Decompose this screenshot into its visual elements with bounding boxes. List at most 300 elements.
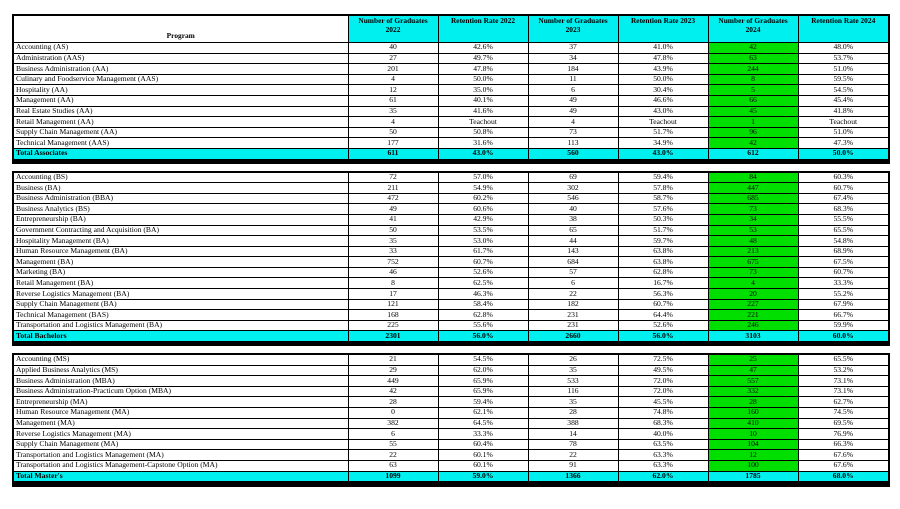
program-cell: Management (AA) [13, 95, 348, 106]
value-cell: 213 [708, 246, 798, 257]
value-cell: 113 [528, 138, 618, 149]
value-cell: 56.3% [618, 289, 708, 300]
column-header-cell [618, 15, 708, 43]
total-value-cell: 56.0% [618, 331, 708, 344]
value-cell: 49 [348, 204, 438, 215]
value-cell: 74.8% [618, 408, 708, 419]
value-cell: 63.3% [618, 450, 708, 461]
value-cell: 143 [528, 246, 618, 257]
value-cell: 17 [348, 289, 438, 300]
table-row [13, 460, 889, 471]
value-cell: 33.3% [798, 278, 889, 289]
value-cell: 685 [708, 193, 798, 204]
value-cell: 60.4% [438, 439, 528, 450]
header-line2: 2022 [385, 24, 401, 34]
value-cell: 51.0% [798, 64, 889, 75]
value-cell: 73 [708, 267, 798, 278]
value-cell: 42 [708, 43, 798, 54]
value-cell: 546 [528, 193, 618, 204]
value-cell: 557 [708, 376, 798, 387]
value-cell: 68.9% [798, 246, 889, 257]
value-cell: 55.2% [798, 289, 889, 300]
value-cell: 65.9% [438, 386, 528, 397]
value-cell: 60.7% [798, 267, 889, 278]
value-cell: 50.3% [618, 214, 708, 225]
total-value-cell: 43.0% [618, 148, 708, 161]
value-cell: 41.8% [798, 106, 889, 117]
program-cell: Transportation and Logistics Management-Capstone Option (MA) [13, 460, 348, 471]
value-cell: 66 [708, 95, 798, 106]
program-cell: Retail Management (BA) [13, 278, 348, 289]
value-cell: 752 [348, 257, 438, 268]
value-cell: 60.7% [798, 183, 889, 194]
value-cell: 50.8% [438, 127, 528, 138]
value-cell: 62.8% [618, 267, 708, 278]
value-cell: 22 [528, 289, 618, 300]
table-row [13, 127, 889, 138]
value-cell: 30.4% [618, 85, 708, 96]
value-cell: 53.5% [438, 225, 528, 236]
value-cell: 65.9% [438, 376, 528, 387]
value-cell: 382 [348, 418, 438, 429]
value-cell: 26 [528, 354, 618, 365]
value-cell: 54.5% [438, 354, 528, 365]
value-cell: 59.9% [798, 320, 889, 331]
table-row [13, 138, 889, 149]
value-cell: 5 [708, 85, 798, 96]
value-cell: 11 [528, 74, 618, 85]
value-cell: 51.0% [798, 127, 889, 138]
program-cell: Real Estate Studies (AA) [13, 106, 348, 117]
value-cell: 177 [348, 138, 438, 149]
table-row [13, 418, 889, 429]
table-row [13, 310, 889, 321]
value-cell: 22 [348, 450, 438, 461]
value-cell: 66.3% [798, 439, 889, 450]
value-cell: 4 [528, 117, 618, 128]
value-cell: 73.1% [798, 376, 889, 387]
value-cell: 65.5% [798, 225, 889, 236]
value-cell: 12 [348, 85, 438, 96]
value-cell: 64.5% [438, 418, 528, 429]
value-cell: 34.9% [618, 138, 708, 149]
value-cell: 67.9% [798, 299, 889, 310]
value-cell: 533 [528, 376, 618, 387]
column-header-cell [708, 15, 798, 43]
value-cell: 59.7% [618, 236, 708, 247]
value-cell: 55.6% [438, 320, 528, 331]
value-cell: 46.3% [438, 289, 528, 300]
value-cell: 60.7% [618, 299, 708, 310]
value-cell: 54.8% [798, 236, 889, 247]
value-cell: 121 [348, 299, 438, 310]
value-cell: 43.9% [618, 64, 708, 75]
value-cell: 35 [348, 106, 438, 117]
program-cell: Hospitality Management (BA) [13, 236, 348, 247]
value-cell: 6 [348, 429, 438, 440]
value-cell: 50 [348, 225, 438, 236]
value-cell: 50.0% [438, 74, 528, 85]
value-cell: 63.8% [618, 246, 708, 257]
value-cell: 63 [708, 53, 798, 64]
value-cell: 684 [528, 257, 618, 268]
value-cell: 41 [348, 214, 438, 225]
value-cell: 72.5% [618, 354, 708, 365]
value-cell: 231 [528, 320, 618, 331]
value-cell: 12 [708, 450, 798, 461]
total-value-cell: 60.0% [798, 331, 889, 344]
table-row [13, 450, 889, 461]
value-cell: 54.5% [798, 85, 889, 96]
value-cell: 53.7% [798, 53, 889, 64]
value-cell: 35 [348, 236, 438, 247]
value-cell: 42.6% [438, 43, 528, 54]
value-cell: 51.7% [618, 127, 708, 138]
value-cell: 58.4% [438, 299, 528, 310]
value-cell: 64.4% [618, 310, 708, 321]
value-cell: 46 [348, 267, 438, 278]
masters-table [12, 353, 890, 487]
value-cell: 45.5% [618, 397, 708, 408]
total-value-cell: 1366 [528, 471, 618, 484]
value-cell: 35 [528, 365, 618, 376]
table-row [13, 257, 889, 268]
value-cell: 63 [348, 460, 438, 471]
total-value-cell: 1785 [708, 471, 798, 484]
value-cell: 73 [708, 204, 798, 215]
table-row [13, 246, 889, 257]
table-row [13, 225, 889, 236]
value-cell: 104 [708, 439, 798, 450]
value-cell: 244 [708, 64, 798, 75]
program-cell: Entrepreneurship (MA) [13, 397, 348, 408]
table-row [13, 214, 889, 225]
program-header-cell: Program [13, 15, 348, 43]
program-cell: Human Resource Management (BA) [13, 246, 348, 257]
value-cell: 42.9% [438, 214, 528, 225]
total-value-cell: 1099 [348, 471, 438, 484]
value-cell: 8 [708, 74, 798, 85]
value-cell: 59.4% [618, 172, 708, 183]
table-row [13, 106, 889, 117]
value-cell: 57.0% [438, 172, 528, 183]
value-cell: 62.8% [438, 310, 528, 321]
value-cell: 46.6% [618, 95, 708, 106]
table-row [13, 74, 889, 85]
table-row [13, 376, 889, 387]
program-cell: Business Administration-Practicum Option (MBA) [13, 386, 348, 397]
header-line2: 2024 [745, 24, 761, 34]
program-cell: Management (MA) [13, 418, 348, 429]
value-cell: 62.1% [438, 408, 528, 419]
value-cell: 225 [348, 320, 438, 331]
table-row [13, 172, 889, 183]
table-row [13, 429, 889, 440]
value-cell: 59.5% [798, 74, 889, 85]
value-cell: 34 [528, 53, 618, 64]
value-cell: 302 [528, 183, 618, 194]
table-row [13, 320, 889, 331]
program-cell: Hospitality (AA) [13, 85, 348, 96]
value-cell: 60.6% [438, 204, 528, 215]
program-cell: Technical Management (AAS) [13, 138, 348, 149]
table-row [13, 193, 889, 204]
program-cell: Technical Management (BAS) [13, 310, 348, 321]
value-cell: 25 [708, 354, 798, 365]
value-cell: 231 [528, 310, 618, 321]
associates-total-row [13, 148, 889, 161]
value-cell: 60.2% [438, 193, 528, 204]
value-cell: 69.5% [798, 418, 889, 429]
program-cell: Supply Chain Management (MA) [13, 439, 348, 450]
program-cell: Retail Management (AA) [13, 117, 348, 128]
header-line1: Retention Rate 2023 [630, 16, 696, 25]
value-cell: 100 [708, 460, 798, 471]
value-cell: 40 [528, 204, 618, 215]
program-cell: Business Administration (MBA) [13, 376, 348, 387]
table-row [13, 386, 889, 397]
header-line1: Number of Graduates [358, 16, 428, 25]
value-cell: 57 [528, 267, 618, 278]
total-value-cell: 2660 [528, 331, 618, 344]
header-line1: Retention Rate 2024 [811, 16, 876, 25]
value-cell: 61 [348, 95, 438, 106]
value-cell: 62.7% [798, 397, 889, 408]
total-value-cell: 50.0% [798, 148, 889, 161]
total-label-cell: Total Bachelors [13, 331, 348, 344]
value-cell: 447 [708, 183, 798, 194]
value-cell: 14 [528, 429, 618, 440]
value-cell: 28 [528, 408, 618, 419]
value-cell: 4 [348, 117, 438, 128]
value-cell: 68.3% [798, 204, 889, 215]
value-cell: 45 [708, 106, 798, 117]
value-cell: 68.3% [618, 418, 708, 429]
value-cell: 182 [528, 299, 618, 310]
value-cell: 221 [708, 310, 798, 321]
value-cell: Teachout [798, 117, 889, 128]
table-row [13, 236, 889, 247]
value-cell: 6 [528, 278, 618, 289]
value-cell: 45.4% [798, 95, 889, 106]
value-cell: 60.3% [798, 172, 889, 183]
program-cell: Reverse Logistics Management (MA) [13, 429, 348, 440]
value-cell: 42 [348, 386, 438, 397]
value-cell: 52.6% [438, 267, 528, 278]
value-cell: 160 [708, 408, 798, 419]
value-cell: 35 [528, 397, 618, 408]
program-cell: Applied Business Analytics (MS) [13, 365, 348, 376]
program-cell: Accounting (AS) [13, 43, 348, 54]
value-cell: 69 [528, 172, 618, 183]
table-row [13, 365, 889, 376]
program-cell: Supply Chain Management (BA) [13, 299, 348, 310]
program-retention-tables [12, 14, 888, 487]
table-row [13, 354, 889, 365]
column-header-cell [438, 15, 528, 43]
program-cell: Business Administration (AA) [13, 64, 348, 75]
value-cell: 60.1% [438, 460, 528, 471]
value-cell: 51.7% [618, 225, 708, 236]
value-cell: 76.9% [798, 429, 889, 440]
table-row [13, 183, 889, 194]
value-cell: 33.3% [438, 429, 528, 440]
value-cell: 38 [528, 214, 618, 225]
value-cell: 168 [348, 310, 438, 321]
table-row [13, 204, 889, 215]
total-value-cell: 3103 [708, 331, 798, 344]
value-cell: 47.3% [798, 138, 889, 149]
value-cell: 29 [348, 365, 438, 376]
value-cell: 0 [348, 408, 438, 419]
program-cell: Reverse Logistics Management (BA) [13, 289, 348, 300]
value-cell: 52.6% [618, 320, 708, 331]
total-value-cell: 62.0% [618, 471, 708, 484]
value-cell: 72.0% [618, 376, 708, 387]
value-cell: 20 [708, 289, 798, 300]
value-cell: 49.5% [618, 365, 708, 376]
table-row [13, 439, 889, 450]
value-cell: 63.8% [618, 257, 708, 268]
total-value-cell: 612 [708, 148, 798, 161]
value-cell: 55.5% [798, 214, 889, 225]
table-row [13, 117, 889, 128]
total-value-cell: 56.0% [438, 331, 528, 344]
value-cell: 62.5% [438, 278, 528, 289]
value-cell: 62.0% [438, 365, 528, 376]
program-cell: Human Resource Management (MA) [13, 408, 348, 419]
value-cell: 49.7% [438, 53, 528, 64]
table-row [13, 299, 889, 310]
program-cell: Marketing (BA) [13, 267, 348, 278]
value-cell: 73 [528, 127, 618, 138]
program-cell: Business Administration (BBA) [13, 193, 348, 204]
value-cell: 675 [708, 257, 798, 268]
total-value-cell: 2301 [348, 331, 438, 344]
program-cell: Accounting (MS) [13, 354, 348, 365]
value-cell: 246 [708, 320, 798, 331]
table-row [13, 267, 889, 278]
value-cell: 74.5% [798, 408, 889, 419]
value-cell: 59.4% [438, 397, 528, 408]
program-cell: Accounting (BS) [13, 172, 348, 183]
value-cell: 47.8% [438, 64, 528, 75]
value-cell: 67.6% [798, 450, 889, 461]
value-cell: 54.9% [438, 183, 528, 194]
value-cell: 21 [348, 354, 438, 365]
value-cell: Teachout [438, 117, 528, 128]
program-cell: Management (BA) [13, 257, 348, 268]
table-row [13, 408, 889, 419]
value-cell: 66.7% [798, 310, 889, 321]
value-cell: 40 [348, 43, 438, 54]
value-cell: 34 [708, 214, 798, 225]
table-row [13, 53, 889, 64]
value-cell: 37 [528, 43, 618, 54]
value-cell: 42 [708, 138, 798, 149]
program-cell: Transportation and Logistics Management (BA) [13, 320, 348, 331]
value-cell: 60.7% [438, 257, 528, 268]
value-cell: 472 [348, 193, 438, 204]
value-cell: 65.5% [798, 354, 889, 365]
value-cell: 184 [528, 64, 618, 75]
value-cell: 4 [348, 74, 438, 85]
value-cell: 16.7% [618, 278, 708, 289]
value-cell: 35.0% [438, 85, 528, 96]
value-cell: 53.0% [438, 236, 528, 247]
value-cell: 31.6% [438, 138, 528, 149]
total-value-cell: 59.0% [438, 471, 528, 484]
program-cell: Entrepreneurship (BA) [13, 214, 348, 225]
value-cell: 41.0% [618, 43, 708, 54]
value-cell: 96 [708, 127, 798, 138]
total-label-cell: Total Master's [13, 471, 348, 484]
value-cell: 332 [708, 386, 798, 397]
program-cell: Business Analytics (BS) [13, 204, 348, 215]
table-row [13, 43, 889, 54]
value-cell: 28 [708, 397, 798, 408]
masters-total-row [13, 471, 889, 484]
value-cell: 27 [348, 53, 438, 64]
value-cell: 72 [348, 172, 438, 183]
value-cell: 41.6% [438, 106, 528, 117]
table-row [13, 64, 889, 75]
value-cell: 67.6% [798, 460, 889, 471]
value-cell: 33 [348, 246, 438, 257]
value-cell: 47 [708, 365, 798, 376]
value-cell: 49 [528, 95, 618, 106]
program-cell: Government Contracting and Acquisition (BA) [13, 225, 348, 236]
value-cell: 227 [708, 299, 798, 310]
value-cell: 72.0% [618, 386, 708, 397]
value-cell: 22 [528, 450, 618, 461]
value-cell: 49 [528, 106, 618, 117]
total-value-cell: 560 [528, 148, 618, 161]
value-cell: 78 [528, 439, 618, 450]
value-cell: 44 [528, 236, 618, 247]
value-cell: 48.0% [798, 43, 889, 54]
value-cell: 48 [708, 236, 798, 247]
header-line1: Number of Graduates [538, 16, 608, 25]
value-cell: 63.5% [618, 439, 708, 450]
total-value-cell: 611 [348, 148, 438, 161]
value-cell: 6 [528, 85, 618, 96]
value-cell: 67.5% [798, 257, 889, 268]
table-row [13, 85, 889, 96]
value-cell: 201 [348, 64, 438, 75]
value-cell: 211 [348, 183, 438, 194]
value-cell: 57.8% [618, 183, 708, 194]
total-value-cell: 43.0% [438, 148, 528, 161]
value-cell: 60.1% [438, 450, 528, 461]
value-cell: 55 [348, 439, 438, 450]
header-line1: Retention Rate 2022 [450, 16, 516, 25]
value-cell: 84 [708, 172, 798, 183]
value-cell: 10 [708, 429, 798, 440]
program-cell: Supply Chain Management (AA) [13, 127, 348, 138]
value-cell: 449 [348, 376, 438, 387]
value-cell: 40.1% [438, 95, 528, 106]
value-cell: 67.4% [798, 193, 889, 204]
header-row [13, 15, 889, 43]
value-cell: 91 [528, 460, 618, 471]
value-cell: 50.0% [618, 74, 708, 85]
value-cell: 4 [708, 278, 798, 289]
value-cell: 61.7% [438, 246, 528, 257]
program-cell: Culinary and Foodservice Management (AAS) [13, 74, 348, 85]
value-cell: 47.8% [618, 53, 708, 64]
value-cell: 410 [708, 418, 798, 429]
